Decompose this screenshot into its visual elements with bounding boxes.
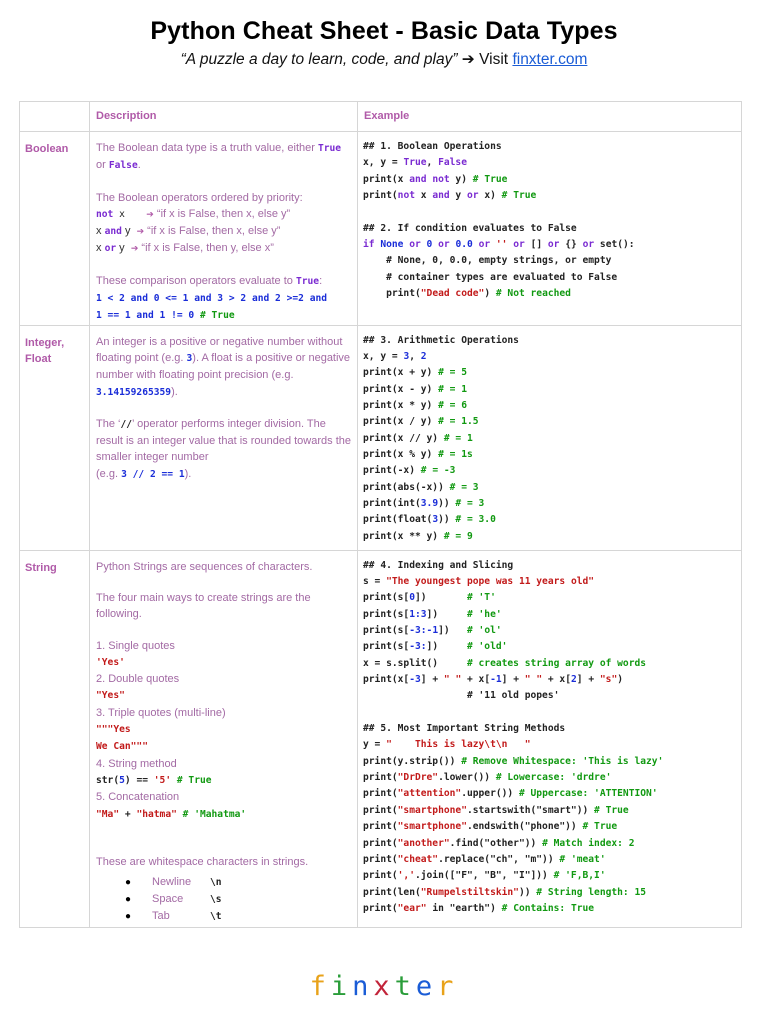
code-line: print(x[-3] + " " + x[-1] + " " + x[2] + "s") <box>363 674 623 686</box>
comparison-code: 1 == 1 and 1 != 0 # True <box>96 310 235 322</box>
logo-letter: t <box>394 971 416 1002</box>
code-line: print("another".find("other")) # Match index: 2 <box>363 837 635 849</box>
method-code: 'Yes' <box>96 656 125 668</box>
method-code: "Yes" <box>96 690 125 702</box>
desc-paragraph: These are whitespace characters in strings. <box>96 855 309 868</box>
finxter-link[interactable]: finxter.com <box>512 51 588 68</box>
logo-letter: f <box>309 971 331 1002</box>
code-line: print(-x) # = -3 <box>363 465 456 477</box>
code-line: print(x + y) # = 5 <box>363 367 467 379</box>
code-line: print(s[1:3]) # 'he' <box>363 608 502 620</box>
header-description: Description <box>90 102 358 132</box>
code-line: print("ear" in "earth") # Contains: True <box>363 902 595 914</box>
code-line: print(x / y) # = 1.5 <box>363 416 479 428</box>
code-line: print(s[-3:]) # 'old' <box>363 641 508 653</box>
logo-letter: n <box>352 971 374 1002</box>
operator-line: not x ➔ “if x is False, then x, else y” <box>96 207 291 220</box>
method-heading: 1. Single quotes <box>96 639 175 652</box>
row-label-boolean: Boolean <box>20 132 90 326</box>
desc-paragraph: These comparison operators evaluate to True: <box>96 274 323 287</box>
desc-paragraph: The ‘//’ operator performs integer division. The result is an integer value that is rounded towards the smaller integer number <box>96 417 351 464</box>
header-example: Example <box>358 102 742 132</box>
operator-line: x or y ➔ “if x is False, then y, else x” <box>96 242 274 255</box>
whitespace-list <box>96 874 353 925</box>
code-line: print(not x and y or x) # True <box>363 190 537 202</box>
code-line: x = s.split() # creates string array of words <box>363 657 647 669</box>
code-line: print(x ** y) # = 9 <box>363 530 473 542</box>
desc-paragraph: The Boolean data type is a truth value, either True or False. <box>96 142 342 172</box>
method-code: "Ma" + "hatma" # 'Mahatma' <box>96 808 247 820</box>
arrow-icon: ➔ <box>130 243 139 254</box>
arrow-icon: ➔ <box>461 51 475 68</box>
code-line: ## 1. Boolean Operations <box>363 141 502 152</box>
method-heading: 4. String method <box>96 757 177 770</box>
logo-letter: x <box>373 971 395 1002</box>
logo-letter: r <box>437 971 459 1002</box>
code-line: print(s[0]) # 'T' <box>363 592 496 604</box>
string-example <box>358 550 742 927</box>
row-label-integer: Integer, Float <box>20 325 90 550</box>
header-row <box>20 102 742 132</box>
tagline: “A puzzle a day to learn, code, and play” <box>180 51 458 68</box>
code-line: print(x and not y) # True <box>363 173 508 185</box>
desc-paragraph: (e.g. 3 // 2 == 1). <box>96 467 192 480</box>
integer-example <box>358 325 742 550</box>
whitespace-item: ● Tab \t <box>96 908 353 925</box>
subtitle <box>0 50 768 69</box>
code-line: print(x // y) # = 1 <box>363 432 473 444</box>
operator-line: x and y ➔ “if x is False, then x, else y” <box>96 225 281 238</box>
code-line: print(','.join(["F", "B", "I"])) # 'F,B,I' <box>363 870 606 882</box>
desc-paragraph: The Boolean operators ordered by priority: <box>96 191 303 204</box>
code-line: x, y = 3, 2 <box>363 351 427 363</box>
desc-paragraph: Python Strings are sequences of characters. <box>96 560 313 573</box>
code-line: ## 3. Arithmetic Operations <box>363 334 519 346</box>
code-line: print("smartphone".endswith("phone")) # True <box>363 821 618 833</box>
method-heading: 2. Double quotes <box>96 673 180 686</box>
boolean-example <box>358 132 742 326</box>
bullet-icon: ● <box>124 911 132 923</box>
logo-letter: e <box>415 971 438 1002</box>
code-line: print(x * y) # = 6 <box>363 400 467 412</box>
code-line: # container types are evaluated to False <box>363 271 618 283</box>
code-line: # None, 0, 0.0, empty strings, or empty <box>363 255 612 267</box>
finxter-logo <box>0 971 768 1002</box>
method-heading: 3. Triple quotes (multi-line) <box>96 706 226 719</box>
code-line: # '11 old popes' <box>363 690 560 702</box>
code-line: print(int(3.9)) # = 3 <box>363 498 485 510</box>
string-description <box>90 550 358 927</box>
code-line: print("Dead code") # Not reached <box>363 288 571 300</box>
whitespace-item: ● Space \s <box>96 891 353 908</box>
comparison-code: 1 < 2 and 0 <= 1 and 3 > 2 and 2 >=2 and <box>96 293 328 305</box>
method-code: """Yes <box>96 724 131 736</box>
code-line: print("smartphone".startswith("smart")) # True <box>363 804 629 816</box>
code-line: ## 4. Indexing and Slicing <box>363 559 514 571</box>
method-code: We Can""" <box>96 741 148 753</box>
row-label-string: String <box>20 550 90 927</box>
code-line: y = " This is lazy\t\n " <box>363 739 531 751</box>
integer-row <box>20 325 742 550</box>
code-line: ## 5. Most Important String Methods <box>363 723 566 735</box>
arrow-icon: ➔ <box>136 226 145 237</box>
code-line: print(len("Rumpelstiltskin")) # String length: 15 <box>363 886 647 898</box>
code-line: print(float(3)) # = 3.0 <box>363 514 496 526</box>
code-line: ## 2. If condition evaluates to False <box>363 222 577 234</box>
bullet-icon: ● <box>124 894 132 906</box>
desc-paragraph: An integer is a positive or negative number without floating point (e.g. 3). A float is a positive or negative number with floating point precision (e.g. 3.14159265359). <box>96 335 351 398</box>
integer-description <box>90 325 358 550</box>
code-line: print(x % y) # = 1s <box>363 449 473 461</box>
cheat-sheet-table <box>19 101 742 928</box>
code-line: if None or 0 or 0.0 or '' or [] or {} or set(): <box>363 239 635 251</box>
visit-text: Visit <box>479 51 509 68</box>
page-title: Python Cheat Sheet - Basic Data Types <box>150 17 618 45</box>
code-line: s = "The youngest pope was 11 years old" <box>363 576 595 588</box>
code-line: print(y.strip()) # Remove Whitespace: 'This is lazy' <box>363 755 664 767</box>
code-line: print(s[-3:-1]) # 'ol' <box>363 625 502 637</box>
code-line: print("attention".upper()) # Uppercase: 'ATTENTION' <box>363 788 658 800</box>
method-heading: 5. Concatenation <box>96 791 180 804</box>
bullet-icon: ● <box>124 877 132 889</box>
code-line: x, y = True, False <box>363 157 467 169</box>
code-line: print(x - y) # = 1 <box>363 383 467 395</box>
whitespace-item: ● Newline \n <box>96 874 353 891</box>
boolean-row <box>20 132 742 326</box>
boolean-description <box>90 132 358 326</box>
code-line: print("DrDre".lower()) # Lowercase: 'drdre' <box>363 772 612 784</box>
code-line: print("cheat".replace("ch", "m")) # 'meat' <box>363 853 606 865</box>
header-corner <box>20 102 90 132</box>
method-code: str(5) == '5' # True <box>96 774 212 786</box>
string-row <box>20 550 742 927</box>
arrow-icon: ➔ <box>146 208 154 219</box>
logo-letter: i <box>330 971 353 1002</box>
code-line: print(abs(-x)) # = 3 <box>363 481 479 493</box>
desc-paragraph: The four main ways to create strings are the following. <box>96 591 311 621</box>
